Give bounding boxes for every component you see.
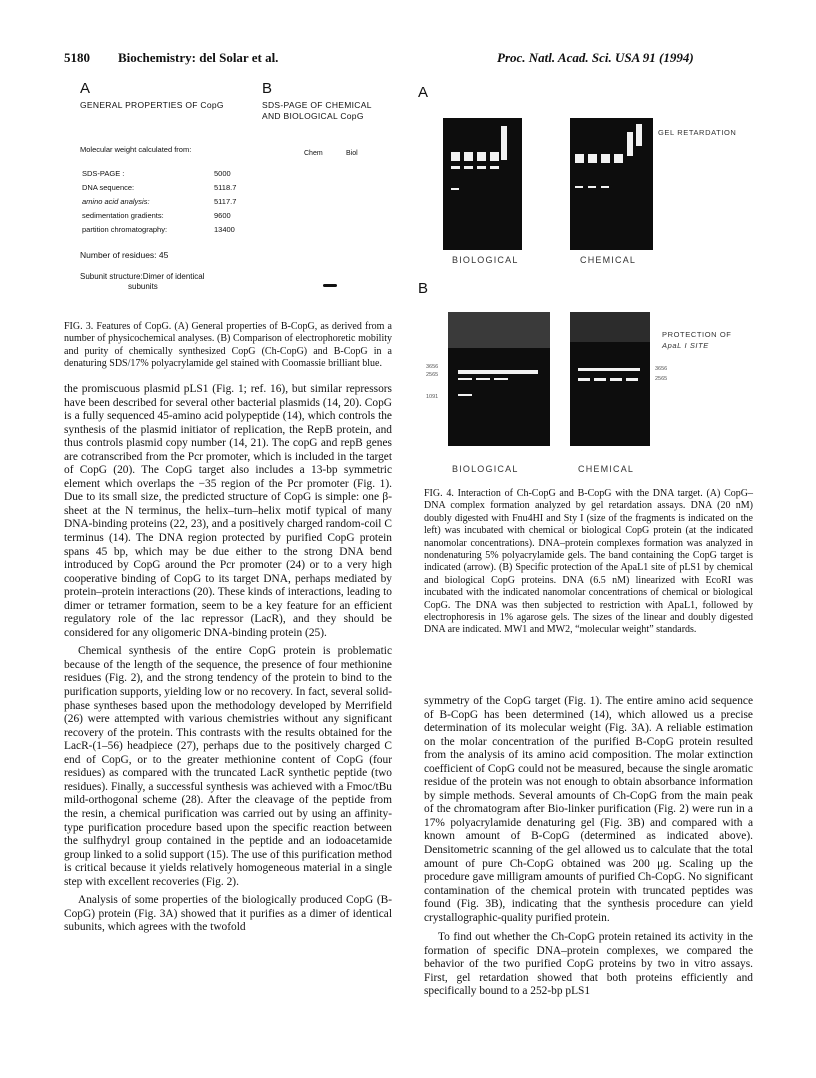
gel-retardation-label: GEL RETARDATION [658,128,737,137]
property-row [82,211,292,222]
property-label: SDS-PAGE : [82,169,125,178]
fig4-panel-b-letter: B [418,280,429,297]
biological-label-a: BIOLOGICAL [452,255,519,265]
property-row [82,183,292,194]
running-title-left: Biochemistry: del Solar et al. [118,50,279,65]
right-para-1: symmetry of the CopG target (Fig. 1). The entire amino acid sequence of B-CopG has been determined (14), which allowed us a precise determination of its molecular weight (Fig. 3A). A reliable estimation on the molar concentration of the purified B-CopG protein resulted from the analysis of its amino acid composition. The molar extinction coefficient of CopG could not be measured, because the single aromatic residue of the protein was not enough to obtain absorbance information by simple methods. Several amounts of Ch-CopG from the main peak of the chromatogram after Bio-linker purification (Fig. 2) were run in a 17% polyacrylamide denaturing gel (Fig. 3B) and compared with a known amount of B-CopG (determined as indicated above). Densitometric scanning of the gel allowed us to calculate that the total amount of pure Ch-CopG obtained was 200 μg. Scaling up the procedure gave milligram amounts of purified Ch-CopG. No significant contamination of the chemical protein with truncated peptides was found (Fig. 3B), indicating that the synthesis procedure can yield crystallographic-quality purified protein. [424,695,753,924]
marker-2565-b-left: 2565 [426,372,439,378]
property-value: 9600 [214,211,231,220]
number-of-residues: Number of residues: 45 [80,250,169,260]
gel-retardation-chemical [570,118,653,250]
left-column-text [64,383,392,935]
property-value: 5117.7 [214,197,237,206]
marker-2565-b-right: 2565 [655,376,668,382]
right-column-text [424,695,753,999]
sds-page-band [323,284,337,287]
property-row [82,169,292,180]
chemical-label-a: CHEMICAL [580,255,637,265]
property-value: 5118.7 [214,183,237,192]
lane-label-biol: Biol [346,150,358,157]
property-label: amino acid analysis: [82,197,150,206]
properties-table [82,169,297,239]
gel-retardation-biological [443,118,522,250]
property-row [82,225,292,236]
apal1-protection-biological [448,312,550,446]
property-value: 5000 [214,169,231,178]
subunit-structure-line2: subunits [128,282,158,291]
mw-heading: Molecular weight calculated from: [80,145,192,154]
fig3-panel-b-letter: B [262,80,273,97]
fig3-panel-a-title: GENERAL PROPERTIES OF CopG [80,100,224,110]
lane-label-chem: Chem [304,150,323,157]
marker-1091-b-left: 1091 [426,394,439,400]
left-para-2: Chemical synthesis of the entire CopG protein is problematic because of the length of the sequence, the presence of four methionine residues (Fig. 2), and the strong tendency of the protein to bind to the purification supports, yielding low or no recovery. In fact, several solid-phase syntheses based upon the methodology developed by Merrifield (26) were attempted with various chemistries without any significant recovery of the protein. This contrasts with the results obtained for the LacR-(1–56) headpiece (27), perhaps due to the positively charged C end of CopG, or to the greater methionine content of CopG (four residues) as compared with the truncated LacR synthetic peptide (two residues). Finally, a successful synthesis was achieved with a Fmoc/tBu mild-orthogonal scheme (28). After the cleavage of the peptide from the resin, a chemical purification was carried out by using an affinity-type purification procedure based upon the specific reaction between the sulfhydryl group contained in the peptide and an iodoacetamide group linked to a solid support (15). The use of this purification method is critical because it yields relatively homogeneous material in a single step with excellent recoveries (Fig. 2). [64,645,392,888]
left-para-1: the promiscuous plasmid pLS1 (Fig. 1; ref. 16), but similar repressors have been described for several other bacterial plasmids (14, 20). CopG is a fully sequenced 45-amino acid polypeptide (14), which controls the synthesis of the plasmid initiator of replication, the RepB protein, and thus controls plasmid copy number (14, 21). The copG and repB genes are cotranscribed from the Pcr promoter, which is included in the target of CopG (20). The CopG target also includes a 13-bp symmetric element which overlaps the −35 region of the Pcr promoter (Fig. 1). Due to its small size, the predicted structure of CopG is simple: one β-sheet at the N terminus, the helix–turn–helix motif typical of many DNA-binding proteins (22, 23), and a positively charged random-coil C terminus (14). The DNA region protected by purified CopG protein spans 45 bp, which may be due either to the strong DNA bend introduced by CopG around the Pcr promoter (24) or to a very high cooperative binding of CopG to its target DNA, perhaps mediated by protein–protein interactions (20). These kinds of interactions, leading to dimer or tetramer formation, seem to be a key feature for an efficient regulatory role of the lac repressor (LacR), and they should be considered for any oligomeric DNA-binding protein (25). [64,383,392,639]
page-number: 5180 [64,50,90,65]
property-label: sedimentation gradients: [82,211,164,220]
fig3-panel-b-title-2: AND BIOLOGICAL CopG [262,111,364,121]
protection-label-1: PROTECTION OF [662,330,732,339]
fig4-panel-a-letter: A [418,84,429,101]
biological-label-b: BIOLOGICAL [452,464,519,474]
fig4-caption: FIG. 4. Interaction of Ch-CopG and B-CopG with the DNA target. (A) CopG–DNA complex formation analyzed by gel retardation assays. DNA (20 nM) doubly digested with Fnu4HI and Sty I (size of the fragments is indicated on the left) was incubated with chemical or biological CopG protein (at the indicated nanomolar concentrations). DNA–protein complexes formation was analyzed in nondenaturing 5% polyacrylamide gels. The band containing the CopG target is indicated (arrow). (B) Specific protection of the ApaL1 site of pLS1 by chemical and biological CopG proteins. DNA (6.5 nM) linearized with EcoRI was incubated with the indicated nanomolar concentrations of chemical or biological CopG. The DNA was then subjected to restriction with ApaL1, followed by electrophoresis in 1% agarose gels. The sizes of the linear and doubly digested DNA are indicated. MW1 and MW2, “molecular weight” standards. [424,488,753,636]
property-label: partition chromatography: [82,225,168,234]
protection-label-2: ApaL I SITE [662,341,709,350]
fig3-panel-a-letter: A [80,80,91,97]
property-label: DNA sequence: [82,183,135,192]
running-title-right: Proc. Natl. Acad. Sci. USA 91 (1994) [497,50,694,65]
right-para-2: To find out whether the Ch-CopG protein retained its activity in the formation of specific DNA–protein complexes, we compared the behavior of the two purified CopG proteins by two in vitro assays. First, gel retardation showed that both proteins efficiently and specifically bound to a 252-bp pLS1 [424,931,753,998]
property-value: 13400 [214,225,235,234]
chemical-label-b: CHEMICAL [578,464,635,474]
marker-3656-b-left: 3656 [426,364,439,370]
fig3-caption: FIG. 3. Features of CopG. (A) General properties of B-CopG, as derived from a number of physicochemical analyses. (B) Comparison of electrophoretic mobility and purity of chemically synthesized CopG (Ch-CopG) and B-CopG in a denaturing SDS/17% polyacrylamide gel stained with Coomassie brilliant blue. [64,321,392,370]
subunit-structure-line1: Subunit structure:Dimer of identical [80,272,205,281]
apal1-protection-chemical [570,312,650,446]
fig3-panel-b-title-1: SDS-PAGE OF CHEMICAL [262,100,372,110]
marker-3656-b-right: 3656 [655,366,668,372]
left-para-3: Analysis of some properties of the biologically produced CopG (B-CopG) protein (Fig. 3A) showed that it purifies as a dimer of identical subunits, which agrees with the twofold [64,894,392,934]
property-row [82,197,292,208]
